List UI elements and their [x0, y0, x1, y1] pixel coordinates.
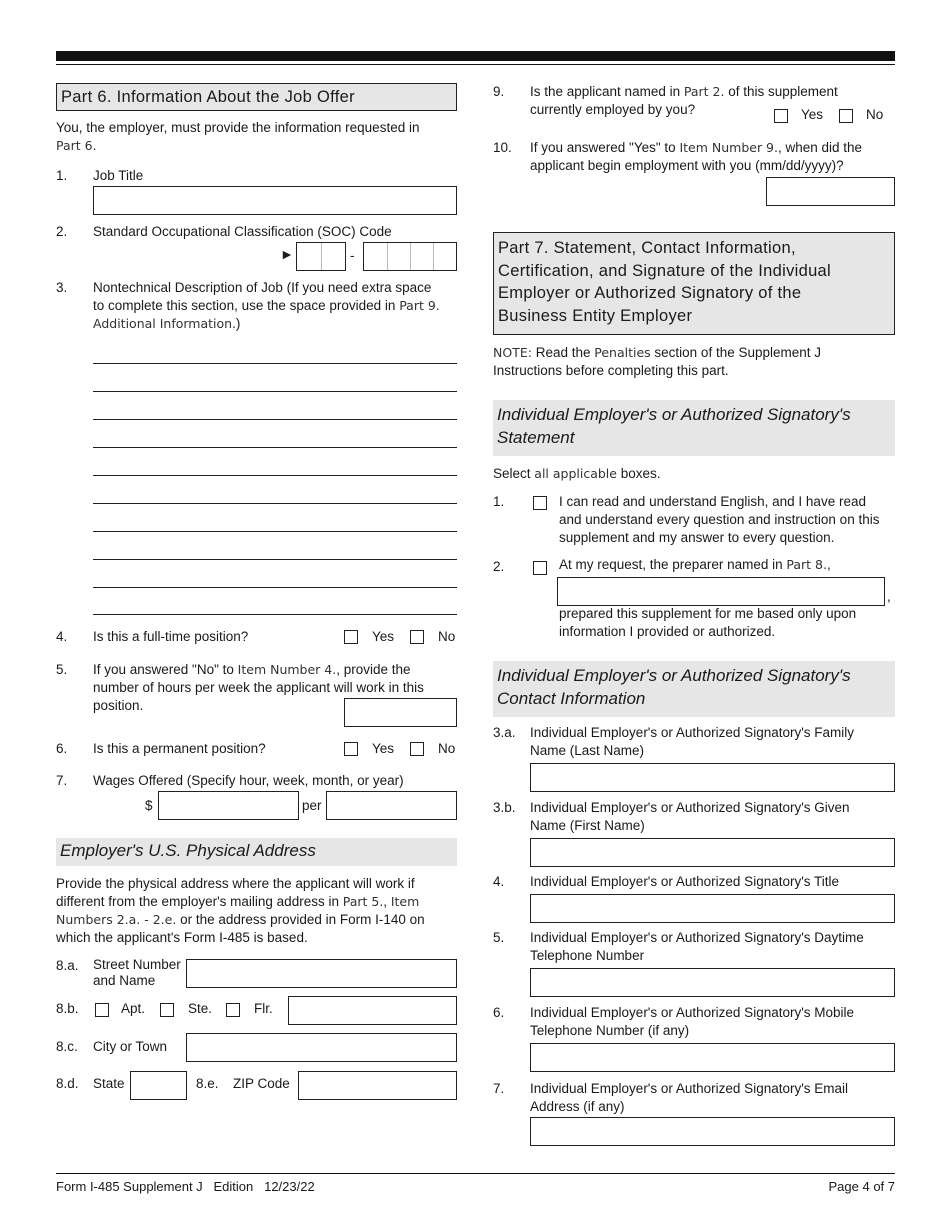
q7-number: 7. [56, 773, 68, 788]
description-line[interactable] [93, 363, 457, 364]
c4-number: 4. [493, 874, 505, 889]
soc-code-first-input[interactable] [296, 242, 346, 271]
read-english-checkbox[interactable] [533, 496, 547, 510]
zip-label: ZIP Code [233, 1076, 290, 1091]
description-line[interactable] [93, 391, 457, 392]
given-name-label: Individual Employer's or Authorized Signatory's Given Name (First Name) [530, 800, 850, 833]
top-rule-thick [56, 51, 895, 61]
permanent-no-checkbox[interactable] [410, 742, 424, 756]
c5-number: 5. [493, 930, 505, 945]
part6-intro: You, the employer, must provide the information requested in Part 6. [56, 120, 420, 153]
description-line[interactable] [93, 614, 457, 615]
soc-digit-divider [387, 243, 388, 270]
c3a-number: 3.a. [493, 725, 516, 740]
soc-digit-divider [433, 243, 434, 270]
hours-per-week-label: If you answered "No" to Item Number 4., provide the number of hours per week the applicant will work in this position. [93, 662, 424, 713]
q1-number: 1. [56, 168, 68, 183]
statement2-number: 2. [493, 559, 505, 574]
apt-checkbox[interactable] [95, 1003, 109, 1017]
full-time-yes-checkbox[interactable] [344, 630, 358, 644]
q8e-number: 8.e. [196, 1076, 219, 1091]
title-label: Individual Employer's or Authorized Signatory's Title [530, 874, 840, 889]
statement-header: Individual Employer's or Authorized Signatory's Statement [493, 400, 895, 456]
apt-label: Apt. [121, 1001, 146, 1016]
address-header: Employer's U.S. Physical Address [56, 838, 457, 866]
wages-label: Wages Offered (Specify hour, week, month, or year) [93, 773, 404, 788]
mobile-phone-input[interactable] [530, 1043, 895, 1072]
part7-note: NOTE: Read the Penalties section of the Supplement J Instructions before completing this part. [493, 345, 822, 378]
job-title-label: Job Title [93, 168, 144, 183]
employed-yes-label: Yes [801, 107, 824, 122]
email-label: Individual Employer's or Authorized Signatory's Email Address (if any) [530, 1081, 849, 1114]
description-line[interactable] [93, 559, 457, 560]
soc-digit-divider [321, 243, 322, 270]
family-name-input[interactable] [530, 763, 895, 792]
employed-no-checkbox[interactable] [839, 109, 853, 123]
q8c-number: 8.c. [56, 1039, 78, 1054]
job-title-input[interactable] [93, 186, 457, 215]
wages-per-label: per [302, 798, 322, 813]
preparer-name-input[interactable] [557, 577, 885, 606]
permanent-label: Is this a permanent position? [93, 741, 266, 756]
q8b-number: 8.b. [56, 1001, 79, 1016]
currency-symbol: $ [145, 798, 153, 813]
state-label: State [93, 1076, 125, 1091]
description-line[interactable] [93, 587, 457, 588]
zip-input[interactable] [298, 1071, 457, 1100]
employed-yes-checkbox[interactable] [774, 109, 788, 123]
soc-code-label: Standard Occupational Classification (SOC) Code [93, 224, 392, 239]
soc-digit-divider [410, 243, 411, 270]
q6-number: 6. [56, 741, 68, 756]
full-time-no-label: No [438, 629, 456, 644]
daytime-phone-input[interactable] [530, 968, 895, 997]
employed-no-label: No [866, 107, 884, 122]
title-input[interactable] [530, 894, 895, 923]
daytime-phone-label: Individual Employer's or Authorized Signatory's Daytime Telephone Number [530, 930, 864, 963]
read-english-statement: I can read and understand English, and I have read and understand every question and instruction on this supplement and my answer to every question. [559, 494, 880, 545]
state-input[interactable] [130, 1071, 187, 1100]
select-boxes-instruction: Select all applicable boxes. [493, 466, 661, 481]
soc-code-dash: - [350, 248, 355, 263]
wages-amount-input[interactable] [158, 791, 299, 820]
address-instructions: Provide the physical address where the applicant will work if different from the employer's mailing address in Part 5., Item Numbers 2.a. - 2.e. or the address provided in Form I-140 on which the applicant's Form I-485 is based. [56, 876, 425, 945]
family-name-label: Individual Employer's or Authorized Signatory's Family Name (Last Name) [530, 725, 855, 758]
preparer-statement-line1: At my request, the preparer named in Part 8., [559, 557, 831, 572]
statement1-number: 1. [493, 494, 505, 509]
street-label: Street Number and Name [93, 957, 181, 988]
q4-number: 4. [56, 629, 68, 644]
preparer-comma: , [887, 589, 891, 604]
city-input[interactable] [186, 1033, 457, 1062]
currently-employed-label: Is the applicant named in Part 2. of this supplement currently employed by you? [530, 84, 838, 117]
contact-info-header: Individual Employer's or Authorized Signatory's Contact Information [493, 661, 895, 717]
top-rule-thin [56, 64, 895, 65]
mobile-phone-label: Individual Employer's or Authorized Signatory's Mobile Telephone Number (if any) [530, 1005, 855, 1038]
permanent-yes-checkbox[interactable] [344, 742, 358, 756]
q2-number: 2. [56, 224, 68, 239]
unit-number-input[interactable] [288, 996, 457, 1025]
street-input[interactable] [186, 959, 457, 988]
job-description-label: Nontechnical Description of Job (If you need extra space to complete this section, use the space provided in Part 9. Additional Information.) [93, 280, 440, 331]
email-input[interactable] [530, 1117, 895, 1146]
part7-header: Part 7. Statement, Contact Information, Certification, and Signature of the Individual Employer or Authorized Signatory of the Business Entity Employer [493, 232, 895, 335]
full-time-label: Is this a full-time position? [93, 629, 249, 644]
part6-header: Part 6. Information About the Job Offer [56, 83, 457, 111]
preparer-checkbox[interactable] [533, 561, 547, 575]
given-name-input[interactable] [530, 838, 895, 867]
q8d-number: 8.d. [56, 1076, 79, 1091]
permanent-yes-label: Yes [372, 741, 395, 756]
hours-per-week-input[interactable] [344, 698, 457, 727]
wages-period-input[interactable] [326, 791, 457, 820]
ste-checkbox[interactable] [160, 1003, 174, 1017]
employment-start-label: If you answered "Yes" to Item Number 9., when did the applicant begin employment with you (mm/dd/yyyy)? [530, 140, 863, 173]
c3b-number: 3.b. [493, 800, 516, 815]
description-line[interactable] [93, 447, 457, 448]
description-line[interactable] [93, 419, 457, 420]
q9-number: 9. [493, 84, 505, 99]
employment-start-date-input[interactable] [766, 177, 895, 206]
preparer-statement-rest: prepared this supplement for me based only upon information I provided or authorized. [559, 606, 857, 639]
ste-label: Ste. [188, 1001, 213, 1016]
c6-number: 6. [493, 1005, 505, 1020]
full-time-no-checkbox[interactable] [410, 630, 424, 644]
description-line[interactable] [93, 503, 457, 504]
city-label: City or Town [93, 1039, 168, 1054]
soc-code-second-input[interactable] [363, 242, 457, 271]
c7-number: 7. [493, 1081, 505, 1096]
form-edition: Form I-485 Supplement J Edition 12/23/22 [56, 1179, 315, 1194]
q10-number: 10. [493, 140, 512, 155]
flr-checkbox[interactable] [226, 1003, 240, 1017]
permanent-no-label: No [438, 741, 456, 756]
description-line[interactable] [93, 475, 457, 476]
flr-label: Flr. [254, 1001, 273, 1016]
footer-rule [56, 1173, 895, 1174]
full-time-yes-label: Yes [372, 629, 395, 644]
page-number: Page 4 of 7 [828, 1179, 895, 1194]
q8a-number: 8.a. [56, 958, 79, 973]
q5-number: 5. [56, 662, 68, 677]
arrow-right-icon: ► [280, 246, 294, 262]
q3-number: 3. [56, 280, 68, 295]
description-line[interactable] [93, 531, 457, 532]
